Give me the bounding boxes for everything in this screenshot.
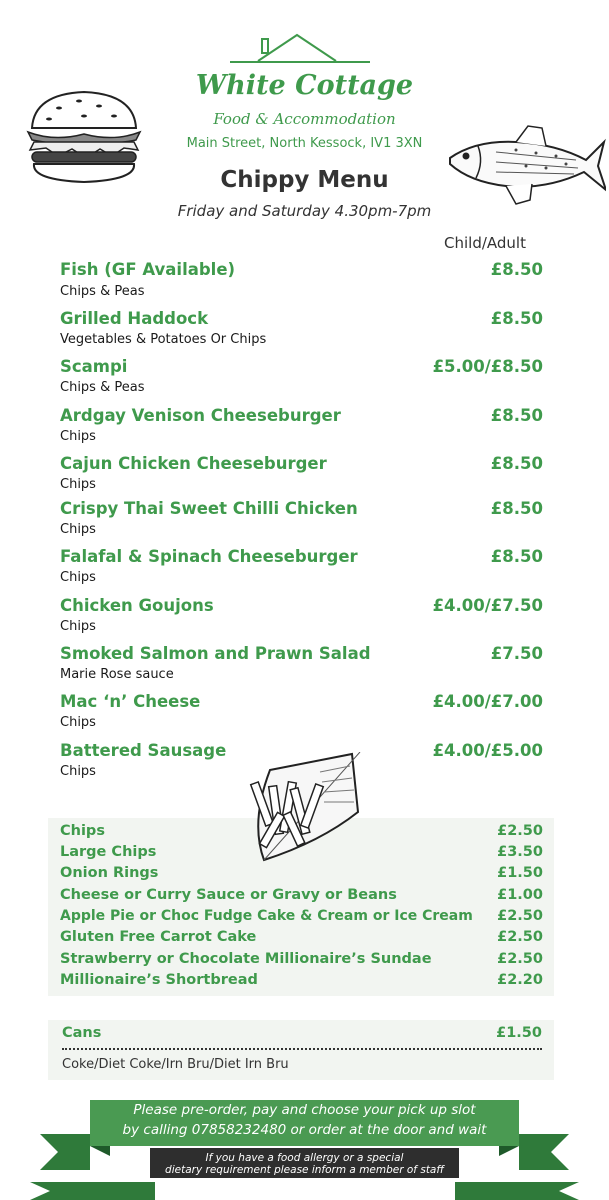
menu-item-name: Scampi — [60, 357, 128, 376]
side-item-price: £2.50 — [497, 951, 543, 967]
allergy-notice: If you have a food allergy or a special — [205, 1152, 404, 1164]
allergy-notice: dietary requirement please inform a member of staff — [165, 1164, 444, 1176]
brand-subtitle: Food & Accommodation — [213, 110, 396, 128]
side-item-price: £1.50 — [497, 865, 543, 881]
side-item-name: Chips — [60, 823, 105, 839]
menu-item-name: Ardgay Venison Cheeseburger — [60, 406, 341, 425]
page-title: Chippy Menu — [220, 167, 389, 193]
side-item — [60, 844, 543, 860]
menu-item-price: £8.50 — [490, 547, 543, 566]
side-item — [60, 865, 543, 881]
menu-item-price: £8.50 — [490, 499, 543, 518]
menu-item-name: Cajun Chicken Cheeseburger — [60, 454, 327, 473]
menu-item-name: Falafal & Spinach Cheeseburger — [60, 547, 358, 566]
menu-item-desc: Chips — [60, 429, 96, 444]
brand-address: Main Street, North Kessock, IV1 3XN — [186, 136, 423, 151]
menu-item-desc: Chips — [60, 522, 96, 537]
side-item-price: £2.20 — [497, 972, 543, 988]
side-item — [60, 908, 543, 924]
drink-item-price: £1.50 — [496, 1025, 542, 1041]
menu-item-name: Smoked Salmon and Prawn Salad — [60, 644, 371, 663]
menu-item-desc: Chips — [60, 619, 96, 634]
menu-item-price: £4.00/£7.00 — [432, 692, 543, 711]
side-item-price: £2.50 — [497, 908, 543, 924]
menu-item-desc: Chips & Peas — [60, 284, 145, 299]
side-item-price: £2.50 — [497, 823, 543, 839]
menu-item-price: £8.50 — [490, 260, 543, 279]
drink-item — [62, 1025, 542, 1041]
menu-item-name: Crispy Thai Sweet Chilli Chicken — [60, 499, 358, 518]
banner-text: by calling 07858232480 or order at the door and wait — [122, 1122, 487, 1138]
side-item-name: Gluten Free Carrot Cake — [60, 929, 257, 945]
menu-item-price: £8.50 — [490, 454, 543, 473]
side-item-price: £1.00 — [497, 887, 543, 903]
banner-text: Please pre-order, pay and choose your pick up slot — [133, 1102, 476, 1118]
side-item-name: Apple Pie or Choc Fudge Cake & Cream or Ice Cream — [60, 908, 473, 924]
menu-item-desc: Chips — [60, 570, 96, 585]
menu-item-price: £8.50 — [490, 406, 543, 425]
side-item — [60, 929, 543, 945]
side-item-name: Strawberry or Chocolate Millionaire’s Sundae — [60, 951, 432, 967]
side-item-price: £2.50 — [497, 929, 543, 945]
side-item — [60, 951, 543, 967]
menu-item-price: £8.50 — [490, 309, 543, 328]
side-item-name: Cheese or Curry Sauce or Gravy or Beans — [60, 887, 397, 903]
menu-item-price: £5.00/£8.50 — [432, 357, 543, 376]
drink-item-name: Cans — [62, 1025, 102, 1041]
drink-options: Coke/Diet Coke/Irn Bru/Diet Irn Bru — [62, 1057, 289, 1072]
side-item — [60, 823, 543, 839]
menu-item-desc: Chips — [60, 764, 96, 779]
menu-item-desc: Chips — [60, 715, 96, 730]
menu-item-desc: Chips & Peas — [60, 380, 145, 395]
menu-item-desc: Marie Rose sauce — [60, 667, 174, 682]
side-item — [60, 887, 543, 903]
menu-item-name: Chicken Goujons — [60, 596, 214, 615]
menu-item-price: £4.00/£5.00 — [432, 741, 543, 760]
menu-item-name: Fish (GF Available) — [60, 260, 236, 279]
menu-item-name: Grilled Haddock — [60, 309, 209, 328]
side-item — [60, 972, 543, 988]
burger-illustration — [24, 86, 144, 186]
side-item-name: Millionaire’s Shortbread — [60, 972, 258, 988]
side-item-price: £3.50 — [497, 844, 543, 860]
menu-item-desc: Vegetables & Potatoes Or Chips — [60, 332, 267, 347]
menu-item-name: Mac ‘n’ Cheese — [60, 692, 201, 711]
menu-item-name: Battered Sausage — [60, 741, 227, 760]
brand-name: White Cottage — [195, 70, 414, 101]
menu-item-price: £7.50 — [490, 644, 543, 663]
dotted-divider — [62, 1048, 542, 1050]
price-column-header: Child/Adult — [444, 234, 526, 252]
menu-item-desc: Chips — [60, 477, 96, 492]
side-item-name: Large Chips — [60, 844, 157, 860]
menu-item-price: £4.00/£7.50 — [432, 596, 543, 615]
opening-hours: Friday and Saturday 4.30pm-7pm — [177, 202, 432, 220]
fish-illustration — [446, 120, 606, 210]
side-item-name: Onion Rings — [60, 865, 159, 881]
